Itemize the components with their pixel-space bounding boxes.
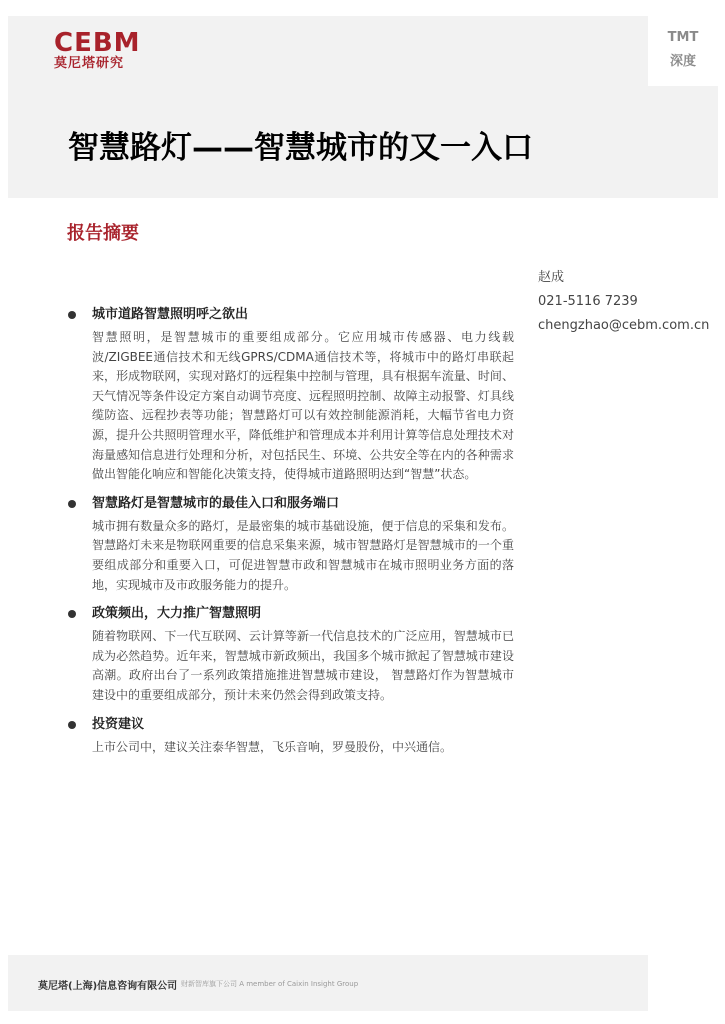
logo-mark: CEBM [54,28,141,58]
author-phone: 021-5116 7239 [538,294,638,309]
category-depth: 深度 [669,54,696,69]
bullet-icon [68,311,76,319]
logo-subtitle: 莫尼塔研究 [54,56,125,71]
point-body: 随着物联网、下一代互联网、云计算等新一代信息技术的广泛应用，智慧城市已成为必然趋势。近年来，智慧城市新政频出，我国多个城市掀起了智慧城市建设高潮。政府出台了一系列政策措施推进智慧城市建设， 智慧路灯作为智慧城市建设中的重要组成部分，预计未来仍然会得到政策支持。 [92,629,514,702]
section-heading-summary: 报告摘要 [67,223,139,244]
bullet-icon [68,610,76,618]
author-info [538,266,709,338]
point-heading-text: 政策频出，大力推广智慧照明 [92,606,262,622]
point-heading-text: 城市道路智慧照明呼之欲出 [92,307,249,322]
point-body: 智慧照明，是智慧城市的重要组成部分。它应用城市传感器、电力线载波/ZIGBEE通信技术和无线GPRS/CDMA通信技术等，将城市中的路灯串联起来，形成物联网，实现对路灯的远程集中控制与管理，具有根据车流量、时间、天气情况等条件设定方案自动调节亮度、远程照明控制、故障主动报警、灯具线缆防盗、远程抄表等功能；智慧路灯可以有效控制能源消耗，大幅节省电力资源，提升公共照明管理水平，降低维护和管理成本并利用计算等信息处理技术对海量感知信息进行处理和分析，对包括民生、环境、公共安全等在内的各种需求做出智能化响应和智能化决策支持，使得城市道路照明达到“智慧”状态。 [92,330,514,482]
summary-point [66,493,514,595]
summary-point [66,714,514,758]
point-body: 城市拥有数量众多的路灯，是最密集的城市基础设施，便于信息的采集和发布。智慧路灯未来是物联网重要的信息采集来源，城市智慧路灯是智慧城市的一个重要组成部分和重要入口，可促进智慧市政和智慧城市在城市照明业务方面的落地，实现城市及市政服务能力的提升。 [92,518,514,592]
point-heading [66,304,514,326]
summary-point [66,603,514,705]
author-name: 赵成 [538,270,565,285]
category-box [648,16,718,86]
summary-content [66,304,514,765]
footer-company: 莫尼塔(上海)信息咨询有限公司 [38,981,178,992]
point-heading-text: 投资建议 [92,716,145,732]
point-body: 上市公司中，建议关注泰华智慧，飞乐音响，罗曼股份，中兴通信。 [92,739,453,754]
bullet-icon [68,500,76,508]
title-band [8,86,718,198]
summary-point [66,304,514,485]
point-heading [66,603,514,625]
author-email[interactable]: chengzhao@cebm.com.cn [538,318,710,333]
point-heading-text: 智慧路灯是智慧城市的最佳入口和服务端口 [92,495,340,511]
point-heading [66,714,514,736]
page-title: 智慧路灯——智慧城市的又一入口 [68,130,533,166]
point-heading [66,493,514,515]
bullet-icon [68,721,76,729]
cebm-logo [54,30,141,72]
category-tmt: TMT [667,30,699,45]
footer-member-note: 财新智库旗下公司 A member of Caixin Insight Group [181,980,359,988]
